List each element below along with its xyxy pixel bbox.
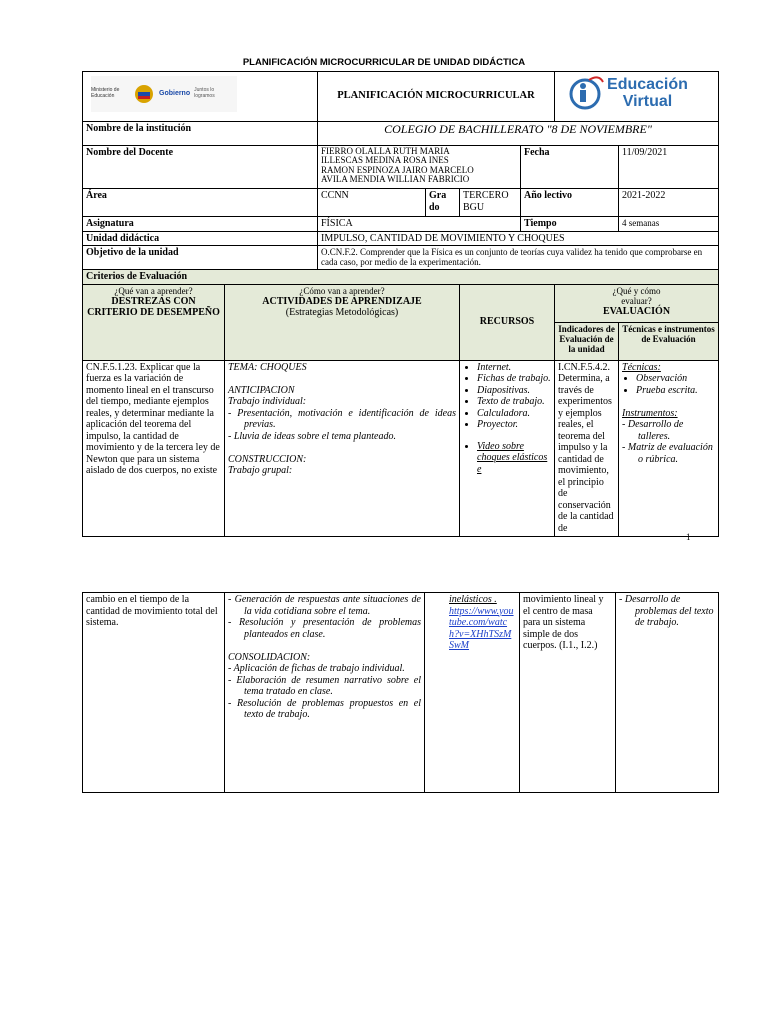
area-value: CCNN bbox=[318, 189, 426, 217]
page-title: PLANIFICACIÓN MICROCURRICULAR DE UNIDAD DIDÁCTICA bbox=[242, 57, 526, 68]
subject-value: FÍSICA bbox=[318, 217, 521, 232]
grade-label: Gra do bbox=[426, 189, 460, 217]
school-year-label: Año lectivo bbox=[521, 189, 619, 217]
government-logo: Ministerio de Educación Gobierno Juntos lo logramos bbox=[91, 76, 237, 112]
unit-value: IMPULSO, CANTIDAD DE MOVIMIENTO Y CHOQUES bbox=[318, 231, 719, 246]
objective-label: Objetivo de la unidad bbox=[83, 246, 318, 270]
header-title: PLANIFICACIÓN MICROCURRICULAR bbox=[318, 72, 555, 122]
col-evaluation-header: ¿Qué y cómo evaluar? EVALUACIÓN bbox=[555, 284, 719, 322]
planning-table-page1 bbox=[82, 71, 719, 537]
skill-cell-cont: cambio en el tiempo de la cantidad de movimiento total del sistema. bbox=[83, 593, 225, 793]
students-globe-icon bbox=[567, 72, 607, 114]
activities-cell-cont: - Generación de respuestas ante situaciones de la vida cotidiana sobre el tema. - Resolución y presentación de problemas planteados en clase. CONSOLIDACION: - Aplicación de fichas de trabajo individual. - Elaboración de resumen narrativo sobre el tema tratado en clase. - Resolución de problemas propuestos en el texto de trabajo. bbox=[225, 593, 425, 793]
techniques-cell: Técnicas: • Observación • Prueba escrita. Instrumentos: - Desarrollo de talleres. - Matriz de evaluación o rúbrica. bbox=[619, 360, 719, 536]
resources-cell-cont: inelásticos . https://www.youtube.com/watch?v=XHhTSzMSwM bbox=[425, 593, 520, 793]
subject-label: Asignatura bbox=[83, 217, 318, 232]
criteria-label: Criterios de Evaluación bbox=[83, 270, 719, 285]
indicator-cell: I.CN.F.5.4.2. Determina, a través de experimentos y ejemplos reales, el teorema del impulso y la cantidad de movimiento, el principio de conservación de la cantidad de bbox=[555, 360, 619, 536]
activities-cell: TEMA: CHOQUES ANTICIPACION Trabajo individual: - Presentación, motivación e identificación de ideas previas. - Lluvia de ideas sobre el tema planteado. CONSTRUCCION: Trabajo grupal: bbox=[225, 360, 460, 536]
objective-value: O.CN.F.2. Comprender que la Física es un conjunto de teorías cuya validez ha tenido que comprobarse en cada caso, por medio de la experimentación. bbox=[318, 246, 719, 270]
time-value: 4 semanas bbox=[619, 217, 719, 232]
teacher-label: Nombre del Docente bbox=[83, 146, 318, 189]
date-label: Fecha bbox=[521, 146, 619, 189]
header-logo-left-cell bbox=[83, 72, 318, 122]
planning-table-page2 bbox=[82, 592, 719, 793]
indicator-cell-cont: movimiento lineal y el centro de masa para un sistema simple de dos cuerpos. (I.1., I.2.) bbox=[520, 593, 616, 793]
teacher-names: FIERRO OLALLA RUTH MARIA ILLESCAS MEDINA ROSA INES RAMON ESPINOZA JAIRO MARCELO AVILA MENDIA WILLIAN FABRICIO bbox=[318, 146, 521, 189]
col-resources-header: RECURSOS bbox=[460, 284, 555, 360]
resources-cell: • Internet. • Fichas de trabajo. • Diapositivas. • Texto de trabajo. • Calculadora. • Proyector. • Video sobre choques elásticos e bbox=[460, 360, 555, 536]
institution-label: Nombre de la institución bbox=[83, 122, 318, 146]
date-value: 11/09/2021 bbox=[619, 146, 719, 189]
page-number: 1 bbox=[686, 532, 691, 542]
educacion-virtual-logo: Educación Virtual bbox=[567, 72, 718, 114]
col-skills-header: ¿Qué van a aprender? DESTREZAS CON CRITERIO DE DESEMPEÑO bbox=[83, 284, 225, 360]
skill-cell: CN.F.5.1.23. Explicar que la fuerza es la variación de momento lineal en el transcurso del tiempo, mediante ejemplos reales, y determinar mediante la aplicación del teorema del impulso, la cantidad de movimiento y de la tercera ley de Newton que para un sistema aislado de dos cuerpos, no existe bbox=[83, 360, 225, 536]
video-link[interactable]: https://www.youtube.com/watch?v=XHhTSzMSwM bbox=[449, 605, 514, 651]
coat-of-arms-icon bbox=[133, 83, 155, 105]
col-indicators-header: Indicadores de Evaluación de la unidad bbox=[555, 322, 619, 360]
col-techniques-header: Técnicas e instrumentos de Evaluación bbox=[619, 322, 719, 360]
col-activities-header: ¿Cómo van a aprender? ACTIVIDADES DE APRENDIZAJE (Estrategias Metodológicas) bbox=[225, 284, 460, 360]
unit-label: Unidad didáctica bbox=[83, 231, 318, 246]
institution-value: COLEGIO DE BACHILLERATO "8 DE NOVIEMBRE" bbox=[318, 122, 719, 146]
header-logo-right-cell bbox=[555, 72, 719, 122]
time-label: Tiempo bbox=[521, 217, 619, 232]
grade-value: TERCERO BGU bbox=[460, 189, 521, 217]
area-label: Área bbox=[83, 189, 318, 217]
school-year-value: 2021-2022 bbox=[619, 189, 719, 217]
instruments-cell-cont: - Desarrollo de problemas del texto de trabajo. bbox=[616, 593, 719, 793]
